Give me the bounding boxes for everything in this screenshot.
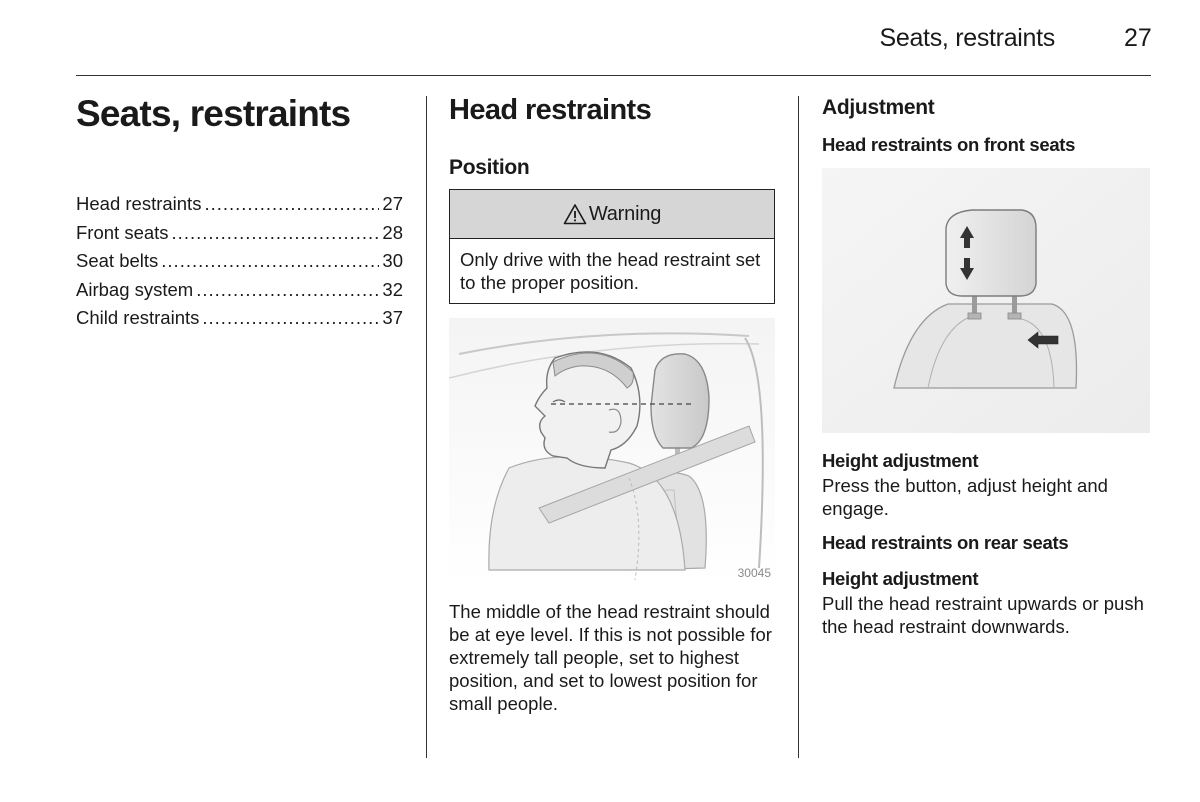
toc-entry-page: 30 (382, 250, 403, 272)
page-number: 27 (1124, 24, 1152, 52)
toc-dot-leader (172, 219, 380, 248)
driver-head-restraint-illustration (449, 318, 775, 586)
warning-heading: Warning (588, 202, 662, 225)
toc-entry-page: 32 (382, 278, 403, 300)
toc-entry-label: Head restraints (76, 193, 202, 214)
figure-driver-head-restraint (449, 318, 775, 586)
toc-dot-leader (204, 190, 379, 219)
chapter-title: Seats, restraints (76, 93, 351, 134)
subheading-front-height-adjustment: Height adjustment (822, 450, 979, 471)
toc-entry-label: Front seats (76, 221, 169, 243)
toc-entry-page: 28 (382, 221, 403, 243)
front-head-restraint-illustration (822, 168, 1150, 433)
subheading-position: Position (449, 156, 530, 179)
column-divider-left (426, 96, 427, 758)
figure-front-head-restraint (822, 168, 1150, 433)
toc-entry[interactable] (76, 219, 403, 248)
subheading-front-seats: Head restraints on front seats (822, 134, 1076, 155)
toc-entry[interactable] (76, 247, 403, 276)
figure-number: 30045 (737, 566, 771, 580)
running-header-title: Seats, restraints (879, 24, 1055, 52)
warning-box (449, 189, 775, 304)
subheading-rear-height-adjustment: Height adjustment (822, 568, 979, 589)
toc-entry[interactable] (76, 190, 403, 219)
toc-entry-label: Seat belts (76, 250, 159, 272)
header-rule (76, 75, 1151, 76)
subheading-rear-seats: Head restraints on rear seats (822, 532, 1069, 553)
toc-dot-leader (196, 276, 379, 305)
toc-entry-label: Airbag system (76, 278, 194, 300)
warning-triangle-icon (563, 203, 587, 225)
toc-entry[interactable] (76, 304, 403, 333)
head-restraint-position-text: The middle of the head restraint should be at eye level. If this is not possible for extremely tall people, set to highest position, and set to lowest position for small people. (449, 601, 772, 714)
toc-dot-leader (161, 247, 379, 276)
rear-height-adjustment-text: Pull the head restraint upwards or push the head restraint downwards. (822, 593, 1144, 637)
toc-entry[interactable] (76, 276, 403, 305)
warning-text: Only drive with the head restraint set to the proper position. (460, 249, 761, 293)
toc-entry-page: 27 (382, 193, 403, 214)
subheading-adjustment: Adjustment (822, 96, 935, 119)
front-height-adjustment-text: Press the button, adjust height and engage. (822, 475, 1108, 519)
warning-header (450, 190, 774, 239)
table-of-contents (76, 190, 403, 333)
section-title-head-restraints: Head restraints (449, 94, 652, 126)
toc-entry-label: Child restraints (76, 307, 200, 329)
toc-dot-leader (202, 304, 379, 333)
toc-entry-page: 37 (382, 307, 403, 329)
column-divider-right (798, 96, 799, 758)
